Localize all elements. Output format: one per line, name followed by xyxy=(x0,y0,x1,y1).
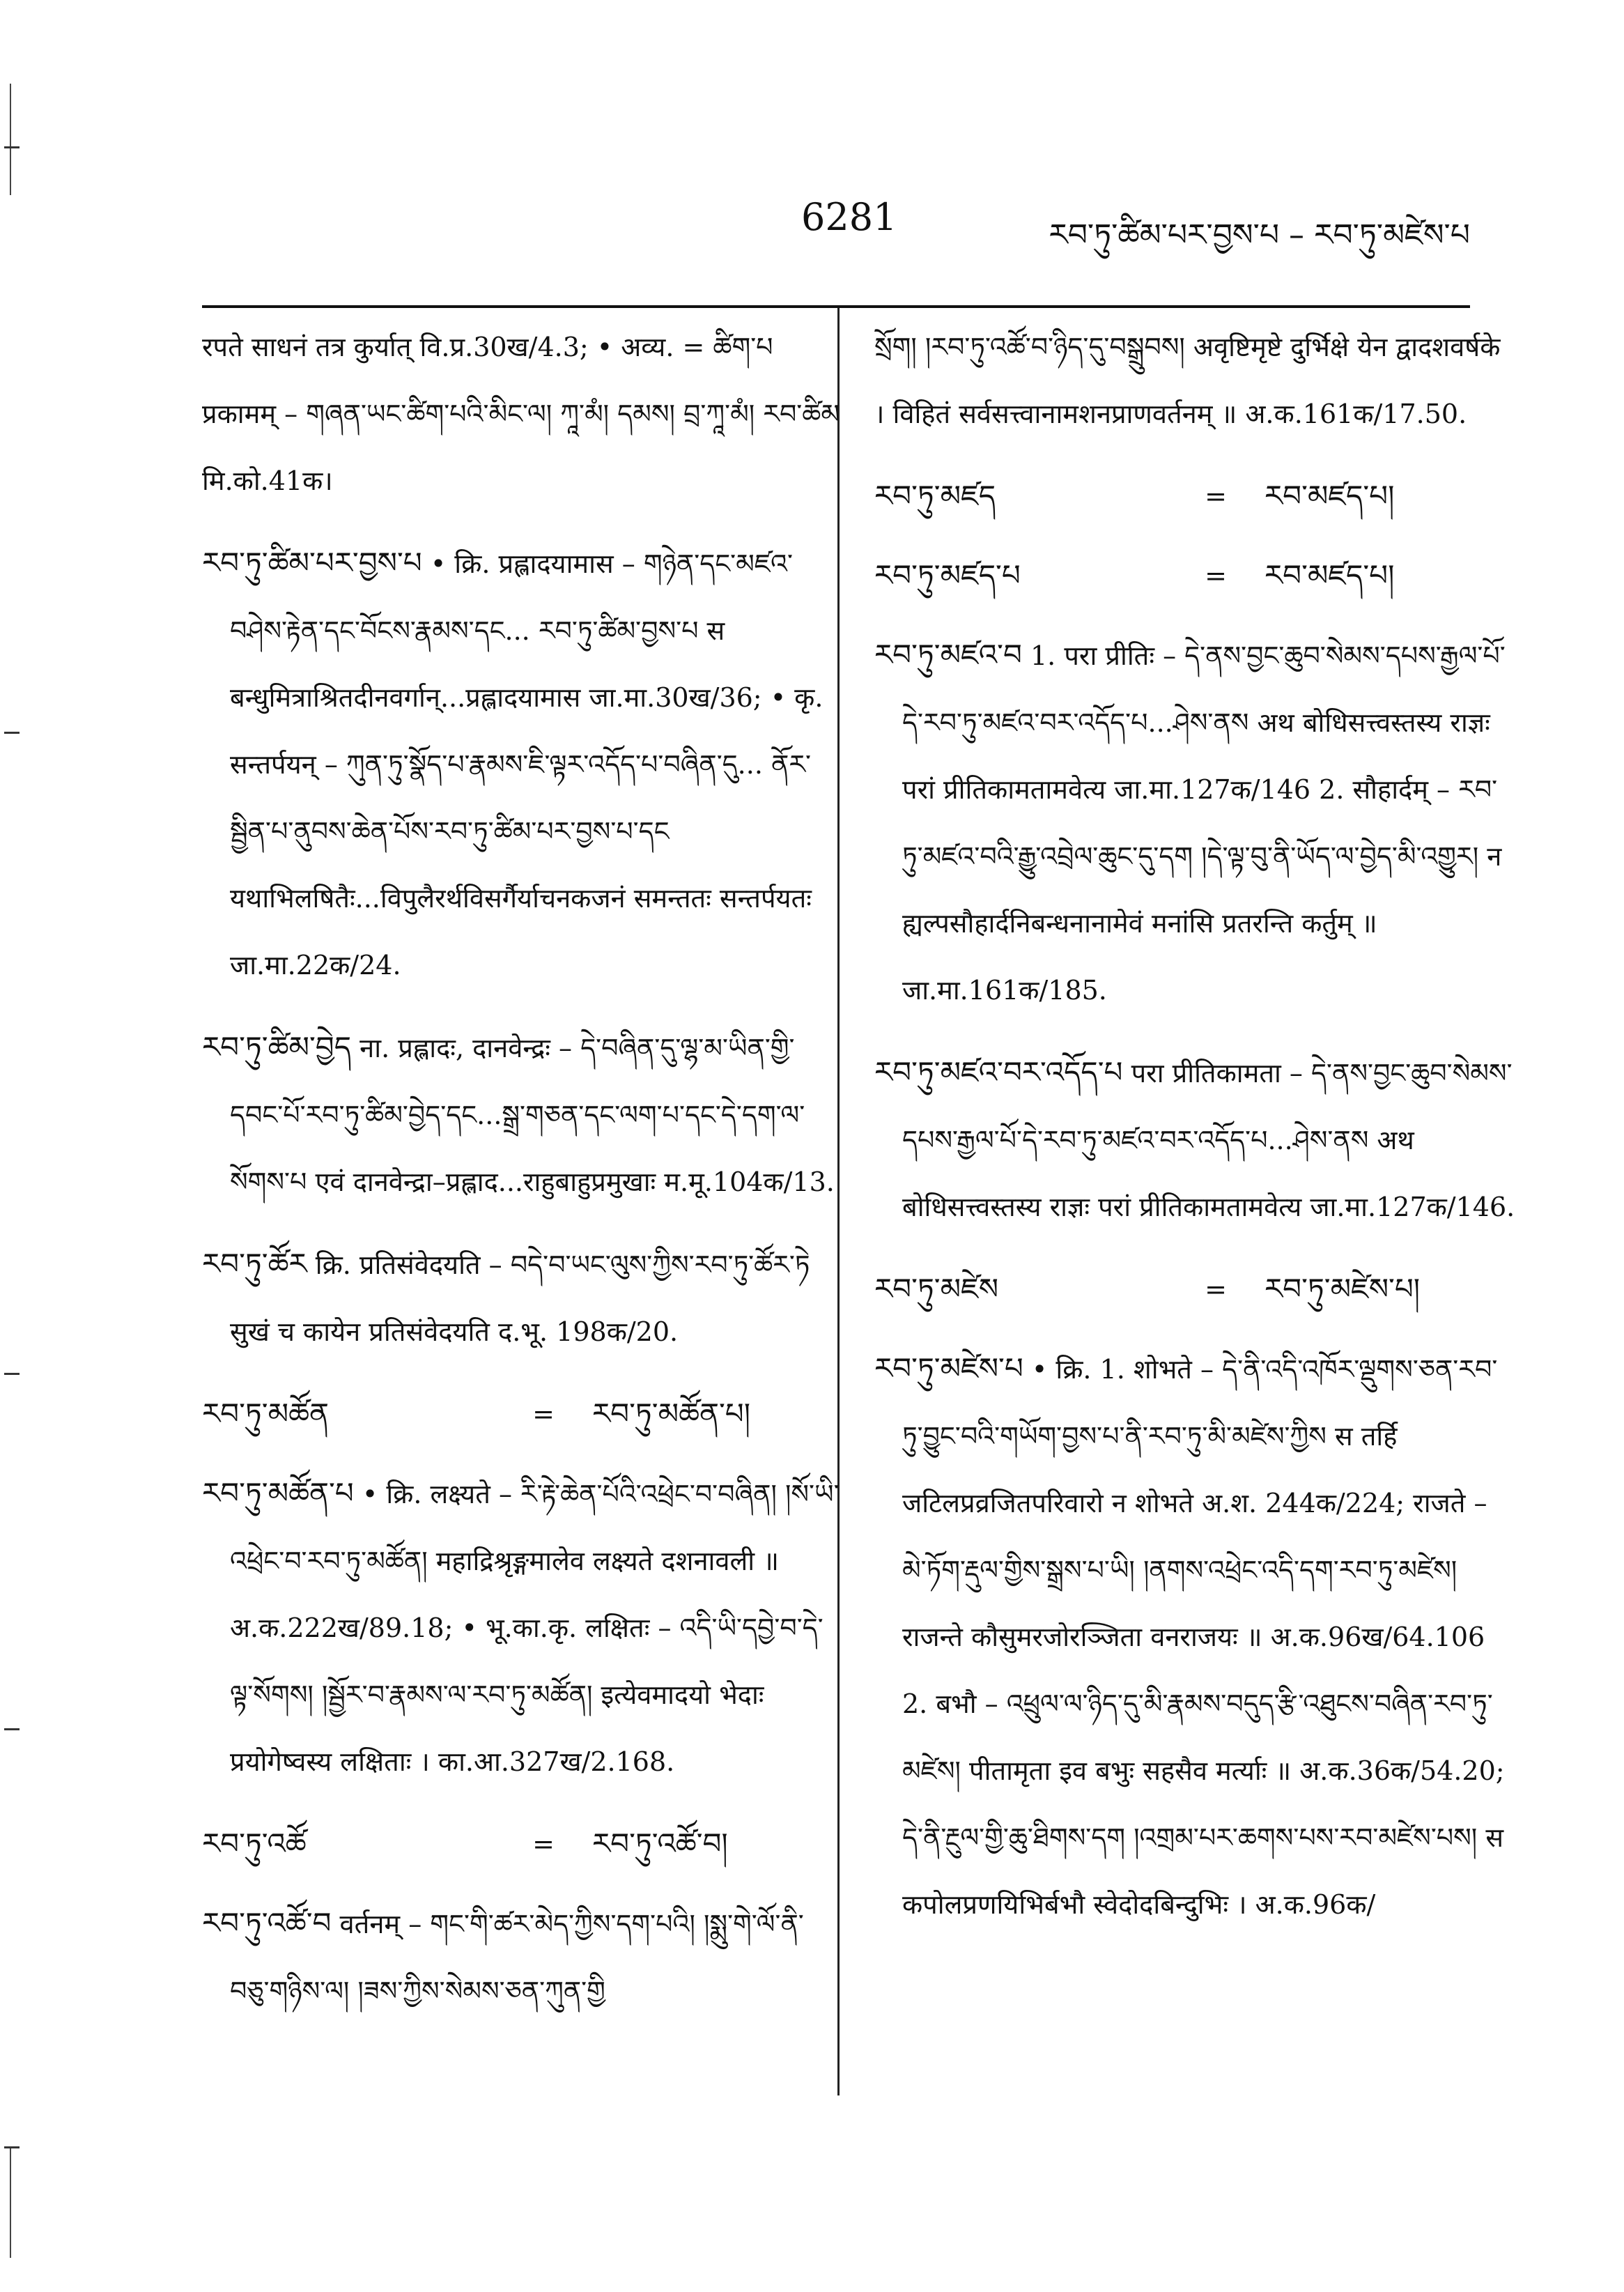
binding-mark xyxy=(4,1728,20,1730)
cross-reference xyxy=(202,1810,843,1877)
page-header xyxy=(202,188,1470,265)
dictionary-entry xyxy=(202,530,843,999)
xref-equals: = xyxy=(532,1399,555,1429)
xref-equals: = xyxy=(532,1829,555,1859)
xref-headword: རབ་ཏུ་མཛད་པ xyxy=(874,558,1021,592)
xref-headword: རབ་ཏུ་མཛད xyxy=(874,479,996,513)
entry-headword: རབ་ཏུ་ཚོར xyxy=(202,1247,307,1281)
left-column xyxy=(202,314,843,2040)
entry-text: ना. प्रह्लादः, दानवेन्द्रः – དེ་བཞིན་དུ་ལྷ་མ་ཡིན་གྱི་དབང་པོ་རབ་ཏུ་ཚིམ་བྱེད་དང...སྒྲ་གཅན་དང་ལག་པ་དང་དེ་དག་ལ་སོགས་པ एवं दानवेन्द्रा–प्रह्लाद...राहुबाहुप्रमुखाः म.मू.104क/13. xyxy=(230,1033,835,1197)
dictionary-entry xyxy=(202,314,843,514)
entry-headword: རབ་ཏུ་མཛེས་པ xyxy=(874,1351,1023,1385)
entry-text: • क्रि. प्रह्लादयामास – གཉེན་དང་མཛའ་བཤེས་རྟེན་དང་བོངས་རྣམས་དང... རབ་ཏུ་ཚིམ་བྱས་པ स बन्धुमित्राश्रितदीनवर्गान्...प्रह्लादयामास जा.मा.30ख/36; • कृ. सन्तर्पयन् – ཀུན་ཏུ་སྣོད་པ་རྣམས་ཇི་ལྟར་འདོད་པ་བཞིན་དུ... ནོར་སྦྱིན་པ་ནུབས་ཆེན་པོས་རབ་ཏུ་ཚིམ་པར་བྱས་པ་དང यथाभिलषितैः...विपुलैरर्थविसर्गैर्याचनकजनं समन्ततः सन्तर्पयतः जा.मा.22क/24. xyxy=(230,548,823,980)
entry-headword: རབ་ཏུ་ཚིམ་པར་བྱས་པ xyxy=(202,546,422,580)
entry-headword: རབ་ཏུ་འཚོ་བ xyxy=(202,1906,332,1940)
dictionary-entry xyxy=(202,1890,843,2024)
entry-headword: རབ་ཏུ་མཛའ་བ xyxy=(874,638,1022,672)
cross-reference xyxy=(202,1380,843,1447)
entry-headword: རབ་ཏུ་ཚིམ་བྱེད xyxy=(202,1030,352,1064)
xref-target: རབ་ཏུ་འཚོ་བ། xyxy=(592,1826,728,1861)
entry-text: སྲོག། །རབ་ཏུ་འཚོ་བ་ཉིད་དུ་བསྒྲུབས། अवृष्टिमृष्टे दुर्भिक्षे येन द्वादशवर्षके । विहितं सर्वसत्त्वानामशनप्राणवर्तनम् ॥ अ.क.161क/17.50. xyxy=(874,332,1501,429)
xref-headword: རབ་ཏུ་མཛེས xyxy=(874,1272,999,1306)
entry-text: • क्रि. 1. शोभते – དེ་ནི་འདི་འཁོར་ལྡུགས་ཅན་རབ་ཏུ་བྱུང་བའི་གཡོག་བྱས་པ་ནི་རབ་ཏུ་མི་མཛེས་ཀྱིས स तर्हि जटिलप्रव्रजितपरिवारो न शोभते अ.श. 244क/224; राजते – མེ་ཏོག་རྡུལ་གྱིས་སྒྲས་པ་ཡི། །ནགས་འཕྲེང་འདི་དག་རབ་ཏུ་མཛེས། राजन्ते कौसुमरजोरञ्जिता वनराजयः ॥ अ.क.96ख/64.106 2. बभौ – འཕྲུལ་ལ་ཉིད་དུ་མི་རྣམས་བདུད་རྩི་འཐུངས་བཞིན་རབ་ཏུ་མཛེས། पीतामृता इव बभुः सहसैव मर्त्याः ॥ अ.क.36क/54.20; དེ་ནི་རྔུལ་གྱི་ཆུ་ཐིགས་དག །འགྲམ་པར་ཆགས་པས་རབ་མཛེས་པས། स कपोलप्रणयिभिर्बभौ स्वेदोदबिन्दुभिः । अ.क.96क/ xyxy=(902,1354,1505,1920)
entry-text: रपते साधनं तत्र कुर्यात् वि.प्र.30ख/4.3; • अव्य. = ཚིག་པ प्रकामम् – གཞན་ཡང་ཚིག་པའི་མིང་ལ། ཀཱ་མཾ། དམས། བྲ་ཀཱ་མཾ། རབ་ཚིམ मि.को.41क। xyxy=(202,332,840,496)
cross-reference xyxy=(874,542,1515,609)
entry-text: 1. परा प्रीतिः – དེ་ནས་བྱང་ཆུབ་སེམས་དཔས་རྒྱལ་པོ་དེ་རབ་ཏུ་མཛའ་བར་འདོད་པ...ཤེས་ནས अथ बोधिसत्त्वस्तस्य राज्ञः परां प्रीतिकामतामवेत्य जा.मा.127क/146 2. सौहार्दम् – རབ་ཏུ་མཛའ་བའི་རྒྱུ་འབྲེལ་ཆུང་དུ་དག །དེ་ལྟ་བུ་ནི་ཡོད་ལ་བྱེད་མི་འགྱུར། न ह्यल्पसौहार्दनिबन्धनानामेवं मनांसि प्रतरन्ति कर्तुम् ॥ जा.मा.161क/185. xyxy=(902,640,1506,1006)
dictionary-entry xyxy=(202,1460,843,1795)
xref-headword: རབ་ཏུ་མཚོན xyxy=(202,1397,329,1431)
entry-headword: རབ་ཏུ་མཛའ་བར་འདོད་པ xyxy=(874,1055,1123,1089)
binding-mark xyxy=(4,146,20,148)
header-rule xyxy=(202,305,1470,308)
xref-target: རབ་མཛད་པ། xyxy=(1265,558,1395,592)
xref-equals: = xyxy=(1205,1274,1227,1305)
binding-mark xyxy=(4,2146,20,2148)
binding-mark xyxy=(10,84,11,195)
entry-text: • क्रि. लक्ष्यते – རི་རྟེ་ཆེན་པོའི་འཕྲེང་བ་བཞིན། །སོ་ཡི་འཕྲེང་བ་རབ་ཏུ་མཚོན། महाद्रिश्रृङ्गमालेव लक्ष्यते दशनावली ॥ अ.क.222ख/89.18; • भू.का.कृ. लक्षितः – འདི་ཡི་དབྱེ་བ་དེ་ལྟ་སོགས། །སྦྱོར་བ་རྣམས་ལ་རབ་ཏུ་མཚོན། इत्येवमादयो भेदाः प्रयोगेष्वस्य लक्षिताः । का.आ.327ख/2.168. xyxy=(230,1479,840,1777)
binding-margin xyxy=(0,0,42,2292)
dictionary-entry xyxy=(202,1231,843,1365)
cross-reference xyxy=(874,1256,1515,1323)
xref-target: རབ་ཏུ་མཚོན་པ། xyxy=(592,1397,751,1431)
entry-text: वर्तनम् – གང་གི་ཚར་མེད་ཀྱིས་དག་པའི། །སྨུ་གེ་ལོ་ནི་བཅུ་གཉིས་ལ། །ཟས་ཀྱིས་སེམས་ཅན་ཀུན་གྱི xyxy=(230,1909,804,2006)
binding-mark xyxy=(4,1373,20,1375)
right-column xyxy=(874,314,1515,1953)
dictionary-entry xyxy=(874,314,1515,447)
dictionary-entry xyxy=(874,622,1515,1024)
page-number: 6281 xyxy=(801,195,897,239)
binding-mark xyxy=(4,732,20,734)
xref-target: རབ་ཏུ་མཛེས་པ། xyxy=(1265,1272,1421,1306)
entry-text: क्रि. प्रतिसंवेदयति – བདེ་བ་ཡང་ལུས་ཀྱིས་རབ་ཏུ་ཚོར་ཏེ सुखं च कायेन प्रतिसंवेदयति द.भू. 198क/20. xyxy=(230,1249,810,1347)
dictionary-entry xyxy=(874,1039,1515,1240)
running-head: རབ་ཏུ་ཚིམ་པར་བྱས་པ – རབ་ཏུ་མཛེས་པ xyxy=(1049,217,1470,253)
binding-mark xyxy=(10,2146,11,2258)
xref-target: རབ་མཛད་པ། xyxy=(1265,479,1395,513)
entry-headword: རབ་ཏུ་མཚོན་པ xyxy=(202,1476,354,1510)
dictionary-entry xyxy=(874,1335,1515,1938)
xref-equals: = xyxy=(1205,481,1227,512)
entry-text: परा प्रीतिकामता – དེ་ནས་བྱང་ཆུབ་སེམས་དཔས་རྒྱལ་པོ་དེ་རབ་ཏུ་མཛའ་བར་འདོད་པ...ཤེས་ནས अथ बोधिसत्त्वस्तस्य राज्ञः परां प्रीतिकामतामवेत्य जा.मा.127क/146. xyxy=(902,1058,1515,1222)
dictionary-entry xyxy=(202,1014,843,1215)
xref-headword: རབ་ཏུ་འཚོ xyxy=(202,1826,307,1861)
cross-reference xyxy=(874,463,1515,530)
xref-equals: = xyxy=(1205,560,1227,591)
